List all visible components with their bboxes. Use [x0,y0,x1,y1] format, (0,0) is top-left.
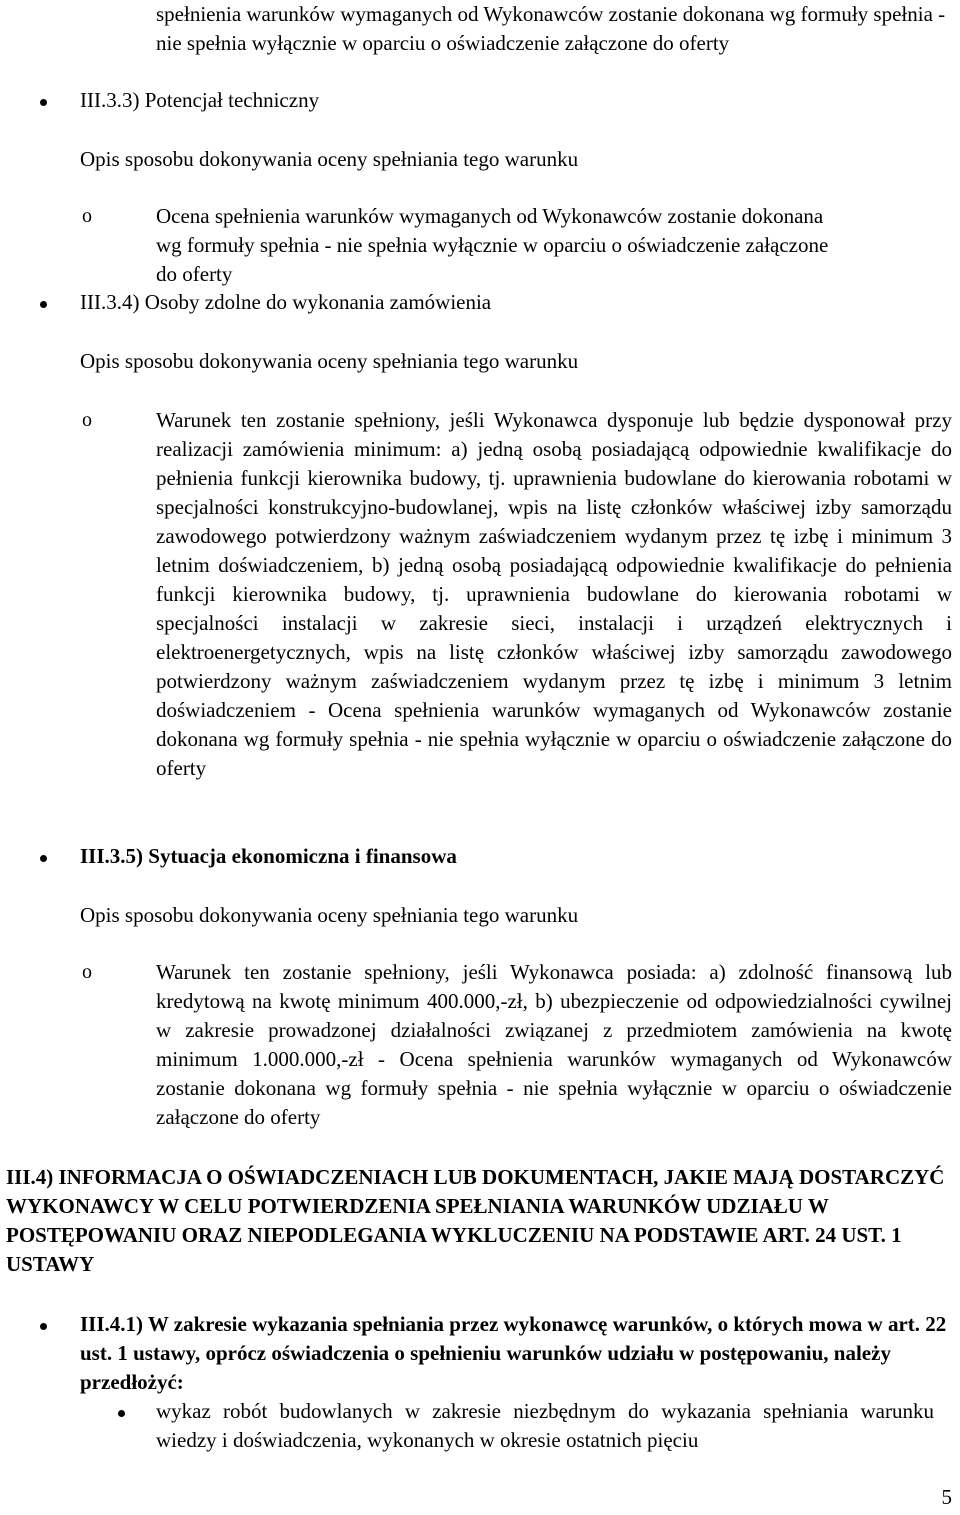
method-label: Opis sposobu dokonywania oceny spełniania tego warunku [80,903,579,927]
bullet-icon [40,99,47,106]
section-heading-potencjal: III.3.3) Potencjał techniczny [80,88,320,112]
condition-paragraph: Warunek ten zostanie spełniony, jeśli Wykonawca posiada: a) zdolność finansową lub kredytową na kwotę minimum 400.000,-zł, b) ubezpieczenie od odpowiedzialności cywilnej w zakresie prowadzonej działalności związanej z przedmiotem zamówienia na kwotę minimum 1.000.000,-zł - Ocena spełnienia warunków wymaganych od Wykonawców zostanie dokonana wg formuły spełnia - nie spełnia wyłącznie w oparciu o oświadczenie załączone do oferty [156,960,952,1129]
section-heading-sytuacja: III.3.5) Sytuacja ekonomiczna i finansowa [80,844,457,868]
subsection-heading: III.4.1) W zakresie wykazania spełniania przez wykonawcę warunków, o których mowa w art. 22 ust. 1 ustawy, oprócz oświadczenia o spełnieniu warunków udziału w postępowaniu, należy przedłożyć: [80,1312,947,1394]
section-heading-informacja: III.4) INFORMACJA O OŚWIADCZENIACH LUB DOKUMENTACH, JAKIE MAJĄ DOSTARCZYĆ WYKONAWCY W CELU POTWIERDZENIA SPEŁNIANIA WARUNKÓW UDZIAŁU W POSTĘPOWANIU ORAZ NIEPODLEGANIA WYKLUCZENIU NA PODSTAWIE ART. 24 UST. 1 USTAWY [6,1165,945,1276]
page-number: 5 [941,1485,952,1509]
bullet-icon [40,301,47,308]
circle-bullet-icon: o [82,961,92,983]
condition-paragraph: Ocena spełnienia warunków wymaganych od Wykonawców zostanie dokonana wg formuły spełnia - nie spełnia wyłącznie w oparciu o oświadczenie załączone do oferty [156,204,829,286]
bullet-icon [40,855,47,862]
method-label: Opis sposobu dokonywania oceny spełniania tego warunku [80,349,579,373]
section-heading-osoby: III.3.4) Osoby zdolne do wykonania zamówienia [80,290,492,314]
circle-bullet-icon: o [82,205,92,227]
continuation-paragraph: spełnienia warunków wymaganych od Wykonawców zostanie dokonana wg formuły spełnia - nie spełnia wyłącznie w oparciu o oświadczenie załączone do oferty [156,2,946,55]
bullet-icon [40,1323,47,1330]
method-label: Opis sposobu dokonywania oceny spełniania tego warunku [80,147,579,171]
bullet-icon [118,1410,125,1417]
condition-paragraph: Warunek ten zostanie spełniony, jeśli Wykonawca dysponuje lub będzie dysponował przy realizacji zamówienia minimum: a) jedną osobą posiadającą odpowiednie kwalifikacje do pełnienia funkcji kierownika budowy, tj. uprawnienia budowlane do kierowania robotami w specjalności konstrukcyjno-budowlanej, wpis na listę członków właściwej izby samorządu zawodowego potwierdzony ważnym zaświadczeniem wydanym przez tę izbę i minimum 3 letnim doświadczeniem, b) jedną osobą posiadającą odpowiednie kwalifikacje do pełnienia funkcji kierownika budowy, tj. uprawnienia budowlane do kierowania robotami w specjalności instalacji w zakresie sieci, instalacji i urządzeń elektrycznych i elektroenergetycznych, wpis na listę członków właściwej izby samorządu zawodowego potwierdzony ważnym zaświadczeniem wydanym przez tę izbę i minimum 3 letnim doświadczeniem - Ocena spełnienia warunków wymaganych od Wykonawców zostanie dokonana wg formuły spełnia - nie spełnia wyłącznie w oparciu o oświadczenie załączone do oferty [156,408,952,780]
list-item: wykaz robót budowlanych w zakresie niezbędnym do wykazania spełniania warunku wiedzy i doświadczenia, wykonanych w okresie ostatnich pięciu [156,1399,934,1452]
circle-bullet-icon: o [82,409,92,431]
